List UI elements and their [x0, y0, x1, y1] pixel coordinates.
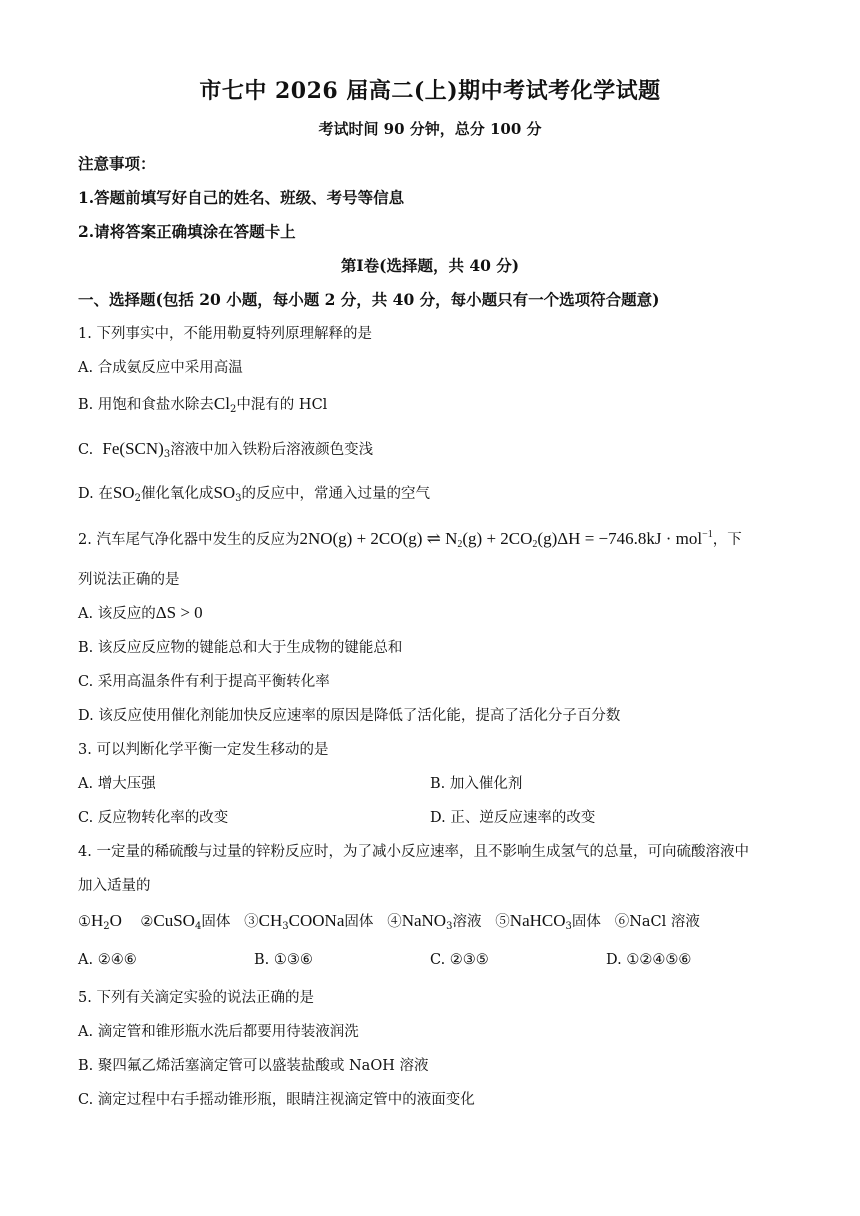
q2-equation: 2NO(g) + 2CO(g) ⇌ $N_2(g) + 2CO_2(g)\Delta H = -746.8kJ \cdot mol^{-1}$: [299, 529, 713, 550]
q4-option-d: D. ①②④⑤⑥: [606, 952, 692, 968]
q3-option-a: A. 增大压强: [78, 776, 156, 792]
notes-item-2: 2.请将答案正确填涂在答题卡上: [78, 222, 296, 241]
section-heading: 一、选择题(包括 20 小题，每小题 2 分，共 40 分，每小题只有一个选项符合题意): [78, 290, 660, 309]
q2-option-a: A. 该反应的ΔS > 0: [78, 603, 203, 622]
q2-stem: 2. 汽车尾气净化器中发生的反应为2NO(g) + 2CO(g) ⇌ $N_2(g) + 2CO_2(g)\Delta H = -746.8kJ \cdot mol^{-1}$，下: [78, 529, 742, 550]
q1-option-c: C. $Fe(SCN)_3$溶液中加入铁粉后溶液颜色变浅: [78, 439, 374, 460]
q1-option-d: D. 在$SO_2$催化氧化成$SO_3$的反应中，常通入过量的空气: [78, 483, 431, 504]
q5-option-a: A. 滴定管和锥形瓶水洗后都要用待装液润洗: [78, 1024, 359, 1040]
exam-subtitle: 考试时间 90 分钟，总分 100 分: [318, 120, 542, 138]
q5-option-b: B. 聚四氟乙烯活塞滴定管可以盛装盐酸或 NaOH 溶液: [78, 1058, 429, 1074]
notes-item-1: 1.答题前填写好自己的姓名、班级、考号等信息: [78, 188, 405, 207]
q3-option-b: B. 加入催化剂: [430, 776, 523, 792]
q2-option-b: B. 该反应反应物的键能总和大于生成物的键能总和: [78, 640, 403, 656]
q4-stem-line1: 4. 一定量的稀硫酸与过量的锌粉反应时，为了减小反应速率，且不影响生成氢气的总量，可向硫酸溶液中: [78, 844, 749, 860]
notes-heading: 注意事项：: [78, 154, 156, 173]
q3-option-c: C. 反应物转化率的改变: [78, 810, 229, 826]
q4-items: $①H_2O$ ②CuSO$_4$固体 $③CH_3COONa$固体 ④NaNO$_3$溶液 ⑤NaHCO$_3$固体 ⑥NaCl 溶液: [78, 911, 700, 932]
q3-option-d: D. 正、逆反应速率的改变: [430, 810, 596, 826]
q2-stem-line2: 列说法正确的是: [78, 572, 180, 588]
part-title: 第Ⅰ卷(选择题，共 40 分): [340, 256, 520, 275]
q4-option-c: C. ②③⑤: [430, 952, 489, 968]
q2-option-c: C. 采用高温条件有利于提高平衡转化率: [78, 674, 330, 690]
q1-option-a: A. 合成氨反应中采用高温: [78, 360, 243, 376]
q3-stem: 3. 可以判断化学平衡一定发生移动的是: [78, 742, 329, 758]
q5-option-c: C. 滴定过程中右手摇动锥形瓶，眼睛注视滴定管中的液面变化: [78, 1092, 475, 1108]
exam-title: 市七中 2026 届高二(上)期中考试考化学试题: [199, 78, 661, 104]
q2-option-d: D. 该反应使用催化剂能加快反应速率的原因是降低了活化能，提高了活化分子百分数: [78, 708, 621, 724]
q1-option-b: B. 用饱和食盐水除去$Cl_2$中混有的 HCl: [78, 394, 328, 415]
q4-stem-line2: 加入适量的: [78, 878, 151, 894]
q5-stem: 5. 下列有关滴定实验的说法正确的是: [78, 990, 314, 1006]
q1-stem: 1. 下列事实中，不能用勒夏特列原理解释的是: [78, 326, 372, 342]
q4-option-a: A. ②④⑥: [78, 952, 137, 968]
q4-option-b: B. ①③⑥: [254, 952, 313, 968]
